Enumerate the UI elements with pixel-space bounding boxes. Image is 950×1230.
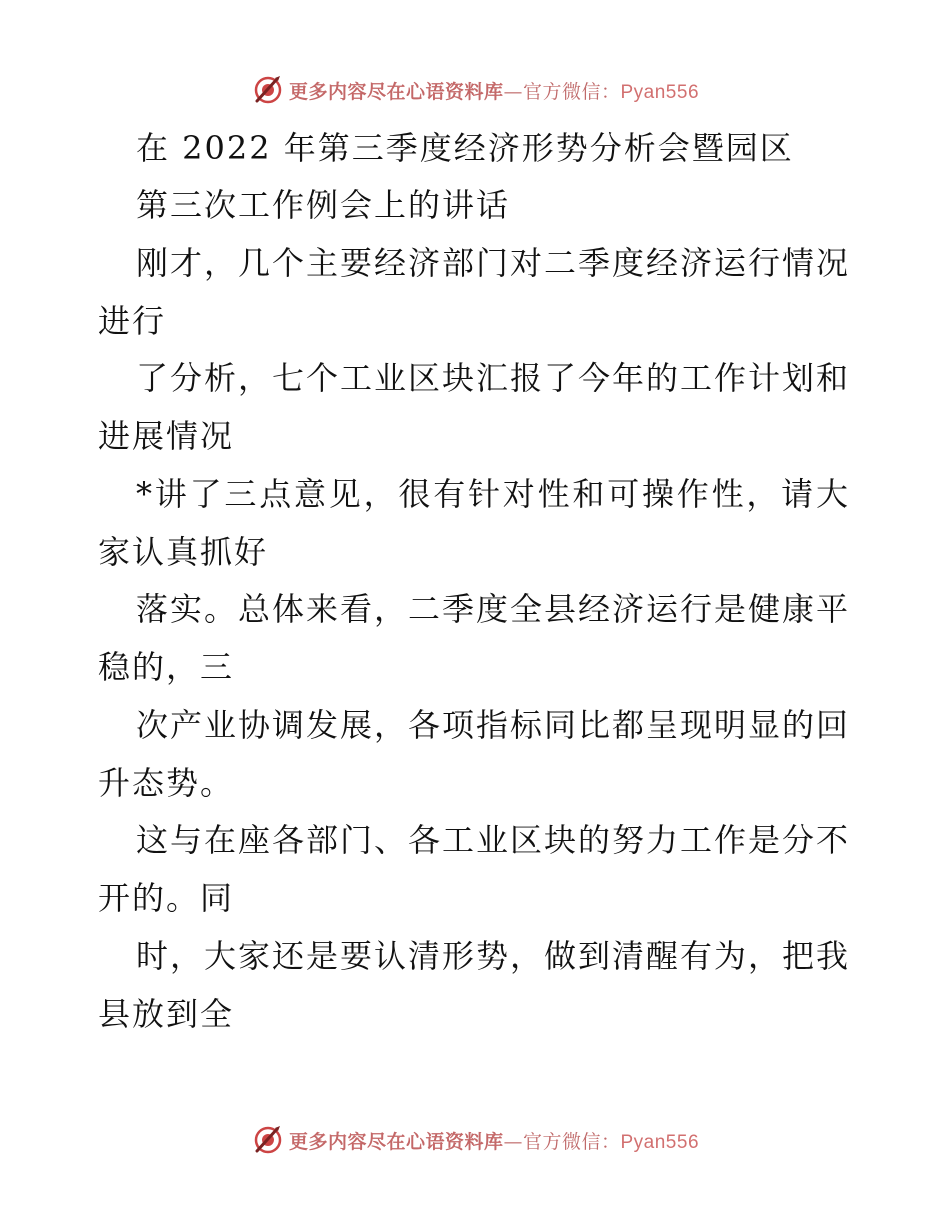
paragraph-line: 进行 <box>98 302 167 340</box>
watermark-contact-id: Pyan556 <box>620 81 700 103</box>
paragraph-line: *讲了三点意见，很有针对性和可操作性，请大 <box>136 475 850 513</box>
paragraph-line: 时，大家还是要认清形势，做到清醒有为，把我 <box>136 937 851 975</box>
watermark-separator: — <box>503 1130 523 1153</box>
header-watermark <box>0 72 950 108</box>
pen-logo-icon <box>251 1123 285 1157</box>
paragraph-line: 开的。同 <box>98 879 235 917</box>
document-title-line-2: 第三次工作例会上的讲话 <box>136 186 511 224</box>
watermark-contact-id: Pyan556 <box>620 1131 700 1153</box>
pen-logo-icon <box>251 73 285 107</box>
footer-watermark <box>0 1122 950 1158</box>
paragraph-line: 稳的，三 <box>98 648 235 686</box>
paragraph-line: 刚才，几个主要经济部门对二季度经济运行情况 <box>136 244 851 282</box>
watermark-text <box>289 1127 699 1154</box>
document-title-line-1: 在 2022 年第三季度经济形势分析会暨园区 <box>136 129 794 167</box>
paragraph-line: 升态势。 <box>98 764 235 802</box>
watermark-main: 更多内容尽在心语资料库 <box>288 80 504 103</box>
watermark-text <box>289 77 699 104</box>
paragraph-line: 县放到全 <box>98 995 235 1033</box>
paragraph-line: 了分析，七个工业区块汇报了今年的工作计划和 <box>136 359 851 397</box>
paragraph-line: 这与在座各部门、各工业区块的努力工作是分不 <box>136 821 851 859</box>
watermark-contact-label: 官方微信： <box>522 80 621 103</box>
watermark-main: 更多内容尽在心语资料库 <box>288 1130 504 1153</box>
paragraph-line: 次产业协调发展，各项指标同比都呈现明显的回 <box>136 706 851 744</box>
paragraph-line: 落实。总体来看，二季度全县经济运行是健康平 <box>136 590 851 628</box>
watermark-contact-label: 官方微信： <box>522 1130 621 1153</box>
paragraph-line: 家认真抓好 <box>98 533 269 571</box>
watermark-separator: — <box>503 80 523 103</box>
paragraph-line: 进展情况 <box>98 417 235 455</box>
